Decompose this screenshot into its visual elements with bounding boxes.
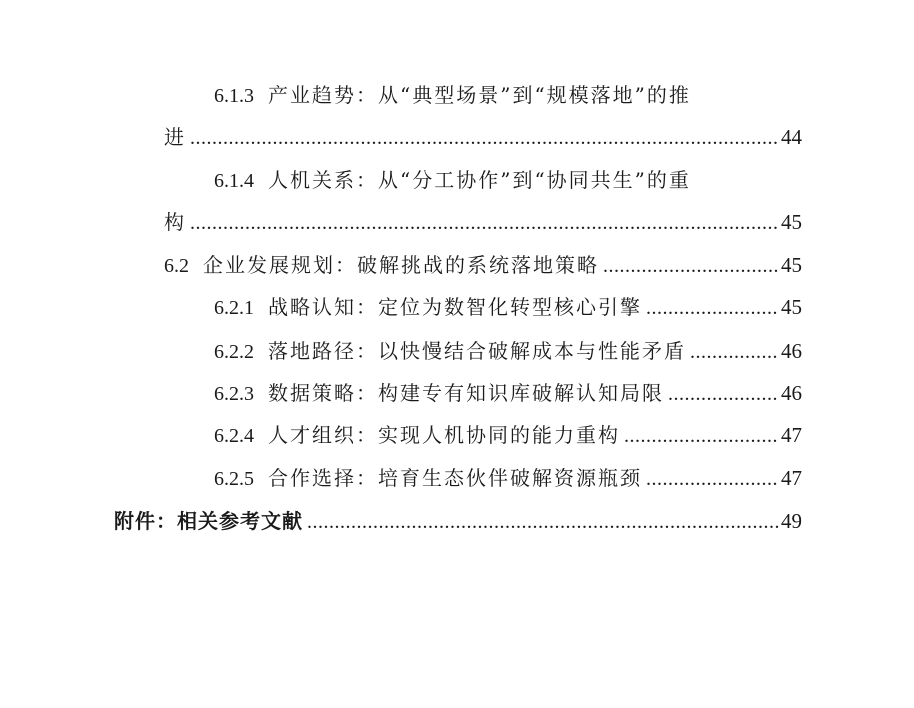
toc-page-number: 45: [781, 295, 802, 319]
dot-leader: [190, 208, 779, 238]
toc-entry-6-1-4-continued[interactable]: [164, 207, 802, 237]
toc-number: 6.2.5: [214, 468, 254, 490]
toc-entry-6-1-3[interactable]: [214, 80, 691, 110]
toc-title: 产业趋势：从“典型场景”到“规模落地”的推: [268, 83, 691, 107]
toc-title: 附件：相关参考文献: [114, 509, 303, 533]
toc-page-number: 45: [781, 210, 802, 234]
toc-page-number: 45: [781, 253, 802, 277]
toc-entry-appendix[interactable]: [114, 506, 802, 536]
toc-page-number: 46: [781, 339, 802, 363]
toc-entry-6-2-3[interactable]: [214, 378, 802, 408]
toc-number: 6.2.1: [214, 297, 254, 319]
dot-leader: [190, 123, 779, 153]
toc-title: 数据策略：构建专有知识库破解认知局限: [268, 381, 664, 405]
toc-entry-6-2-4[interactable]: [214, 420, 802, 450]
toc-number: 6.1.4: [214, 170, 254, 192]
toc-entry-6-2[interactable]: [164, 250, 802, 280]
toc-title-continued: 进: [164, 125, 186, 149]
toc-page-number: 44: [781, 125, 802, 149]
toc-page-number: 47: [781, 423, 802, 447]
toc-page-number: 49: [781, 509, 802, 533]
toc-number: 6.2.3: [214, 383, 254, 405]
toc-entry-6-2-2[interactable]: [214, 336, 802, 366]
toc-number: 6.1.3: [214, 85, 254, 107]
toc-title: 人机关系：从“分工协作”到“协同共生”的重: [268, 168, 691, 192]
toc-page-number: 46: [781, 381, 802, 405]
toc-title: 战略认知：定位为数智化转型核心引擎: [268, 295, 642, 319]
dot-leader: [646, 293, 779, 323]
toc-number: 6.2.2: [214, 341, 254, 363]
toc-page-number: 47: [781, 466, 802, 490]
toc-title: 合作选择：培育生态伙伴破解资源瓶颈: [268, 466, 642, 490]
toc-entry-6-2-5[interactable]: [214, 463, 802, 493]
toc-title: 落地路径：以快慢结合破解成本与性能矛盾: [268, 339, 686, 363]
dot-leader: [668, 379, 779, 409]
toc-entry-6-1-4[interactable]: [214, 165, 691, 195]
toc-number: 6.2.4: [214, 425, 254, 447]
toc-title: 企业发展规划：破解挑战的系统落地策略: [203, 253, 599, 277]
dot-leader: [603, 251, 779, 281]
toc-title: 人才组织：实现人机协同的能力重构: [268, 423, 620, 447]
dot-leader: [646, 464, 779, 494]
dot-leader: [307, 507, 779, 537]
toc-entry-6-2-1[interactable]: [214, 292, 802, 322]
toc-number: 6.2: [164, 255, 189, 277]
dot-leader: [624, 421, 779, 451]
dot-leader: [690, 337, 779, 367]
toc-title-continued: 构: [164, 210, 186, 234]
toc-entry-6-1-3-continued[interactable]: [164, 122, 802, 152]
